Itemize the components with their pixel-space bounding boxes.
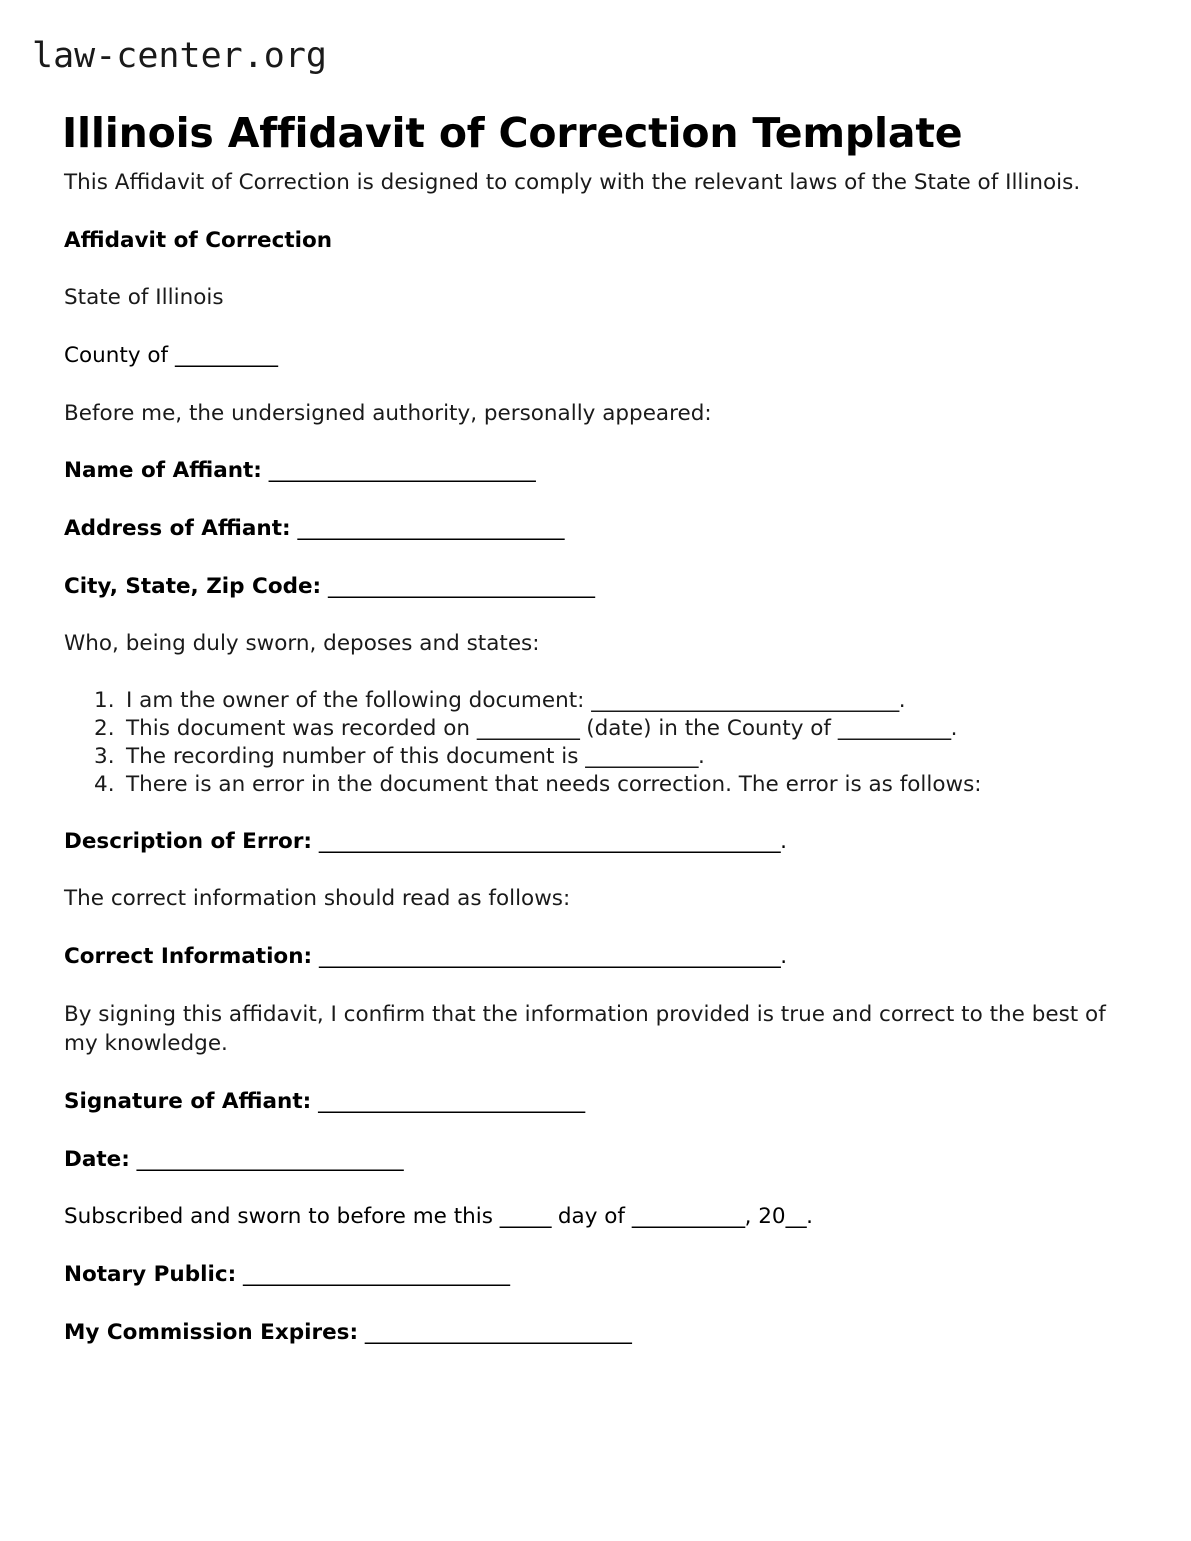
description-of-error-field	[64, 827, 1108, 857]
intro-paragraph: This Affidavit of Correction is designed to comply with the relevant laws of the State of Illinois.	[64, 170, 1081, 195]
correct-information-period: .	[780, 943, 788, 969]
list-item-blank: ______________________________	[591, 687, 899, 713]
commission-expires-blank: __________________________	[364, 1319, 632, 1345]
sworn-statement-line	[64, 1202, 1108, 1232]
name-of-affiant-label: Name of Affiant:	[64, 458, 262, 484]
name-of-affiant-blank: __________________________	[268, 458, 536, 484]
sworn-year-blank: __	[785, 1204, 807, 1230]
signature-of-affiant-field	[64, 1087, 1108, 1117]
confirmation-paragraph: By signing this affidavit, I confirm that the information provided is true and correct to the best of my knowledge.	[64, 1001, 1106, 1057]
address-of-affiant-blank: __________________________	[297, 515, 564, 541]
description-of-error-label: Description of Error:	[64, 828, 313, 854]
sworn-mid-text: day of	[551, 1204, 632, 1230]
list-item-post: .	[698, 743, 705, 769]
sworn-year-text: , 20	[744, 1204, 786, 1230]
correct-reads-line: The correct information should read as follows:	[64, 886, 571, 912]
commission-expires-field	[64, 1318, 1108, 1348]
state-line: State of Illinois	[64, 285, 224, 311]
date-field	[64, 1145, 1108, 1175]
list-item-blank: __________	[476, 715, 580, 741]
signature-of-affiant-label: Signature of Affiant:	[64, 1088, 312, 1114]
list-item-blank: ___________	[585, 743, 699, 769]
site-brand: law-center.org	[32, 36, 328, 76]
address-of-affiant-field	[64, 514, 1108, 544]
list-item-text: The recording number of this document is	[126, 743, 586, 769]
list-item-post: .	[898, 687, 906, 713]
sworn-pre-text: Subscribed and sworn to before me this	[64, 1204, 500, 1230]
list-item-text: I am the owner of the following document:	[126, 687, 592, 713]
date-label: Date:	[64, 1146, 130, 1172]
commission-expires-label: My Commission Expires:	[64, 1319, 359, 1345]
list-item-text: This document was recorded on	[126, 715, 477, 741]
section-heading: Affidavit of Correction	[64, 227, 333, 253]
county-label: County of	[64, 342, 175, 368]
list-item	[126, 687, 1108, 715]
list-item	[126, 715, 1108, 743]
correct-information-field	[64, 942, 1108, 972]
county-field	[64, 341, 1108, 371]
list-item-blank-2: ___________	[837, 715, 951, 741]
city-state-zip-blank: __________________________	[328, 573, 595, 599]
name-of-affiant-field	[64, 456, 1108, 486]
list-item-mid: (date) in the County of	[579, 715, 838, 741]
correct-information-label: Correct Information:	[64, 943, 313, 969]
list-item-post: .	[950, 715, 958, 741]
city-state-zip-label: City, State, Zip Code:	[64, 573, 322, 599]
deposes-line: Who, being duly sworn, deposes and states:	[64, 631, 540, 657]
sworn-month-blank: ___________	[631, 1204, 745, 1230]
notary-public-label: Notary Public:	[64, 1261, 237, 1287]
address-of-affiant-label: Address of Affiant:	[64, 515, 291, 541]
sworn-day-blank: _____	[499, 1204, 552, 1230]
list-item	[126, 743, 1108, 771]
page-title: Illinois Affidavit of Correction Template	[62, 109, 963, 158]
statements-list	[64, 687, 1108, 799]
description-of-error-blank: _____________________________________________	[318, 828, 781, 854]
list-item-text: There is an error in the document that needs correction. The error is as follows:	[126, 771, 982, 797]
city-state-zip-field	[64, 572, 1108, 602]
before-me-line: Before me, the undersigned authority, personally appeared:	[64, 400, 712, 426]
list-item	[126, 771, 1108, 799]
signature-of-affiant-blank: __________________________	[318, 1088, 585, 1114]
description-of-error-period: .	[780, 828, 787, 854]
sworn-period: .	[806, 1204, 813, 1230]
date-blank: __________________________	[136, 1146, 404, 1172]
notary-public-field	[64, 1260, 1108, 1290]
county-blank: __________	[174, 342, 278, 368]
correct-information-blank: _____________________________________________	[318, 943, 781, 969]
document-body	[64, 168, 1108, 1375]
notary-public-blank: __________________________	[243, 1261, 510, 1287]
